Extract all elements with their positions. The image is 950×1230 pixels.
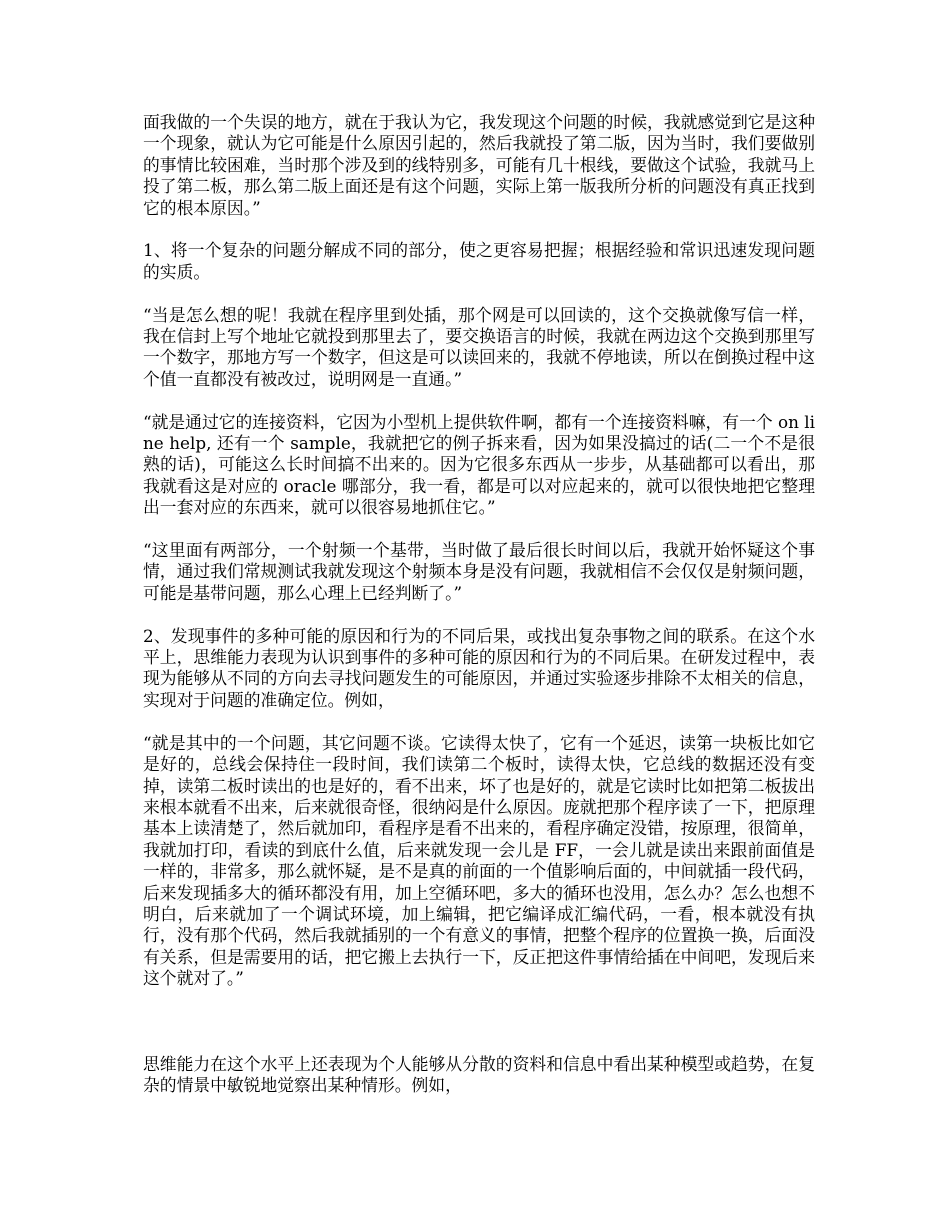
- paragraph-quote-connection-docs: “就是通过它的连接资料，它因为小型机上提供软件啊，都有一个连接资料嘛，有一个 on line help, 还有一个 sample，我就把它的例子拆来看，因为如果没搞过的话(二一个不是很熟的话)，可能这么长时间搞不出来的。因为它很多东西从一步步，从基础都可以看出，那我就看这是对应的 oracle 哪部分，我一看，都是可以对应起来的，就可以很快地把它整理出一套对应的东西来，就可以很容易地抓住它。”: [143, 411, 815, 518]
- paragraph-gap-large: [143, 990, 815, 1054]
- paragraph-point-2: 2、发现事件的多种可能的原因和行为的不同后果，或找出复杂事物之间的联系。在这个水平上，思维能力表现为认识到事件的多种可能的原因和行为的不同后果。在研发过程中，表现为能够从不同的方向去寻找问题发生的可能原因，并通过实验逐步排除不太相关的信息，实现对于问题的准确定位。例如，: [143, 625, 815, 710]
- paragraph-gap: [143, 604, 815, 625]
- paragraph-point-1: 1、将一个复杂的问题分解成不同的部分，使之更容易把握；根据经验和常识迅速发现问题的实质。: [143, 240, 815, 282]
- paragraph-gap: [143, 711, 815, 732]
- paragraph-gap: [143, 219, 815, 240]
- paragraph-gap: [143, 283, 815, 304]
- paragraph-gap: [143, 519, 815, 540]
- document-page: [143, 112, 815, 1096]
- paragraph-pattern-recognition: 思维能力在这个水平上还表现为个人能够从分散的资料和信息中看出某种模型或趋势，在复杂的情景中敏锐地觉察出某种情形。例如，: [143, 1053, 815, 1095]
- paragraph-gap: [143, 390, 815, 411]
- paragraph-intro-quote-end: 面我做的一个失误的地方，就在于我认为它，我发现这个问题的时候，我就感觉到它是这种一个现象，就认为它可能是什么原因引起的，然后我就投了第二版，因为当时，我们要做别的事情比较困难，当时那个涉及到的线特别多，可能有几十根线，要做这个试验，我就马上投了第二板，那么第二版上面还是有这个问题，实际上第一版我所分析的问题没有真正找到它的根本原因。”: [143, 112, 815, 218]
- paragraph-quote-rf-baseband: “这里面有两部分，一个射频一个基带，当时做了最后很长时间以后，我就开始怀疑这个事情，通过我们常规测试我就发现这个射频本身是没有问题，我就相信不会仅仅是射频问题，可能是基带问题，那么心理上已经判断了。”: [143, 540, 815, 603]
- paragraph-quote-debugging: “就是其中的一个问题，其它问题不谈。它读得太快了，它有一个延迟，读第一块板比如它是好的，总线会保持住一段时间，我们读第二个板时，读得太快，它总线的数据还没有变掉，读第二板时读出的也是好的，看不出来，坏了也是好的，就是它读时比如把第二板拔出来根本就看不出来，后来就很奇怪，很纳闷是什么原因。庞就把那个程序读了一下，把原理基本上读清楚了，然后就加印，看程序是看不出来的，看程序确定没错，按原理，很简单，我就加打印，看读的到底什么值，后来就发现一会儿是 FF，一会儿就是读出来跟前面值是一样的，非常多，那么就怀疑，是不是真的前面的一个值影响后面的，中间就插一段代码，后来发现插多大的循环都没有用，加上空循环吧，多大的循环也没用，怎么办？怎么也想不明白，后来就加了一个调试环境，加上编辑，把它编译成汇编代码，一看，根本就没有执行，没有那个代码，然后我就插别的一个有意义的事情，把整个程序的位置换一换，后面没有关系，但是需要用的话，把它搬上去执行一下，反正把这件事情给插在中间吧，发现后来这个就对了。”: [143, 732, 815, 989]
- paragraph-quote-network: “当是怎么想的呢！我就在程序里到处插，那个网是可以回读的，这个交换就像写信一样，我在信封上写个地址它就投到那里去了，要交换语言的时候，我就在两边这个交换到那里写一个数字，那地方写一个数字，但这是可以读回来的，我就不停地读，所以在倒换过程中这个值一直都没有被改过，说明网是一直通。”: [143, 304, 815, 389]
